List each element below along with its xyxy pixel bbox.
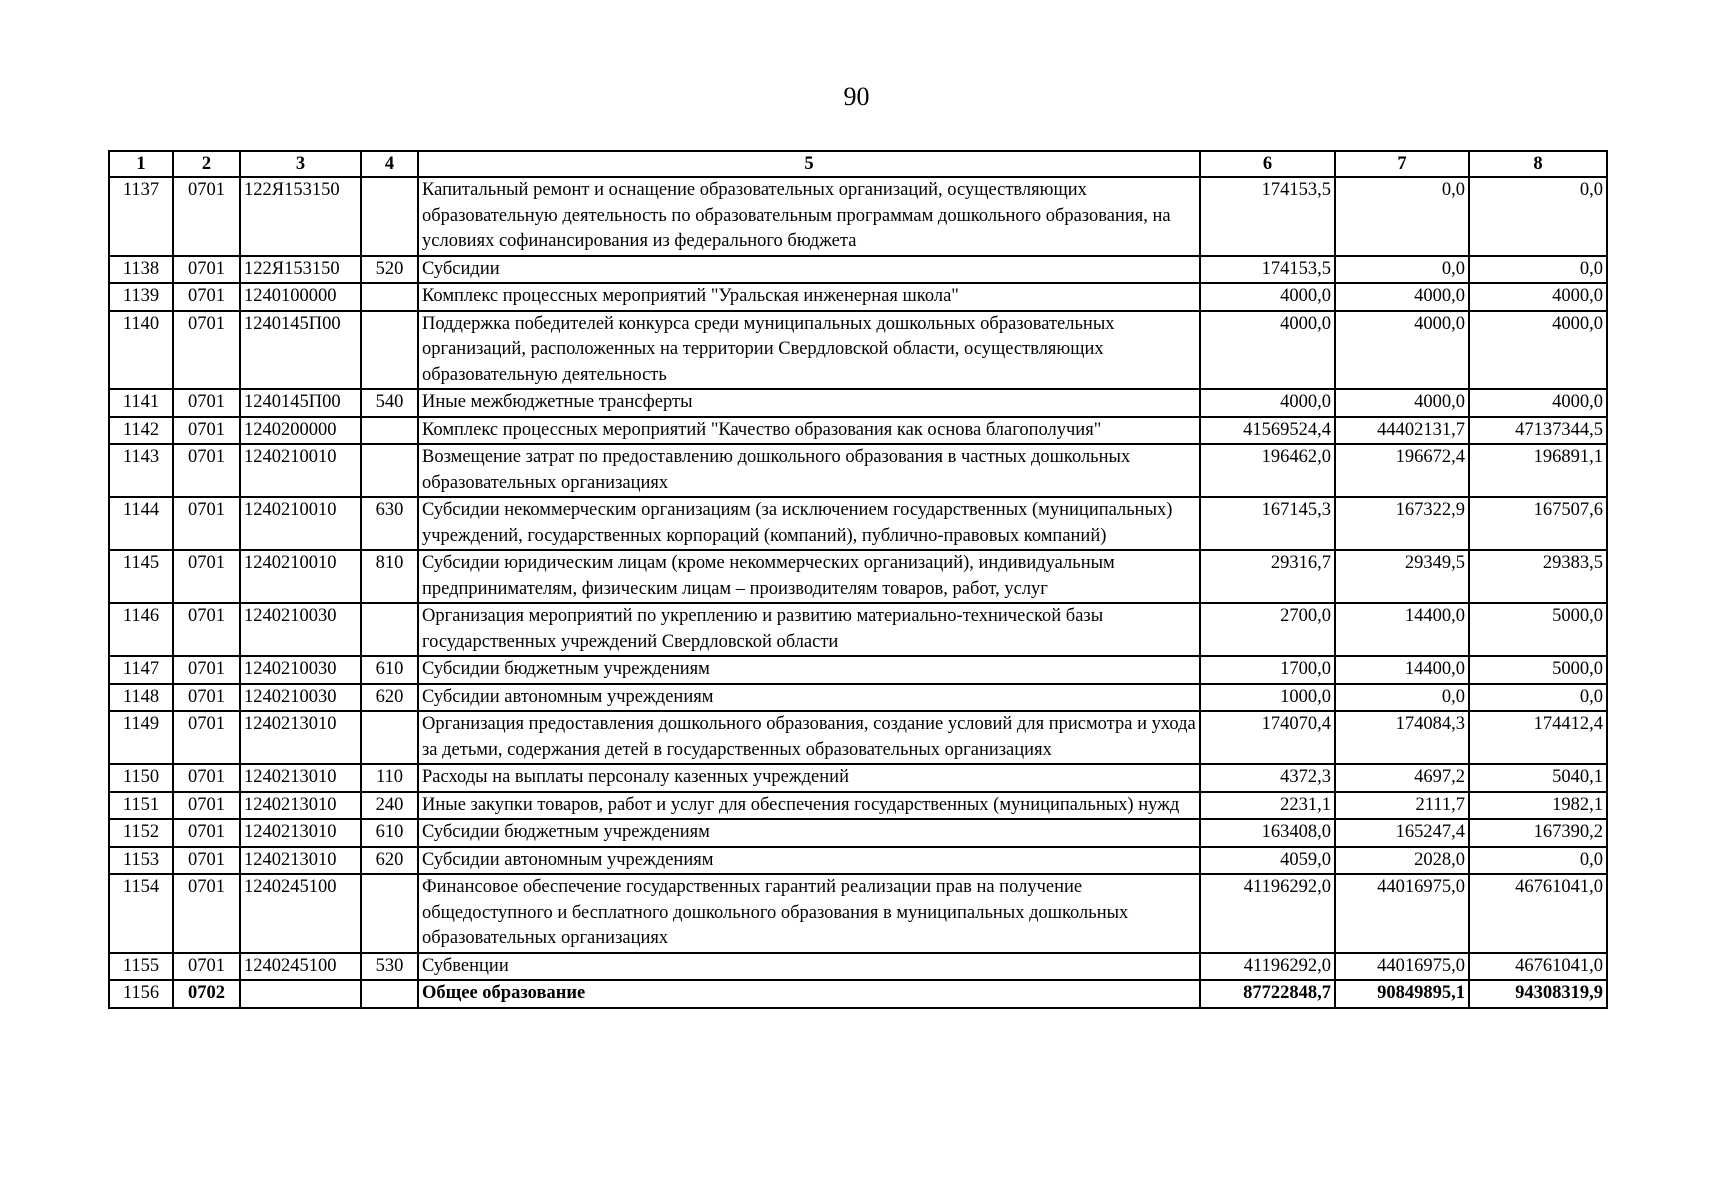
section-code-cell: 0701 [173, 389, 240, 417]
amount-col6-cell: 41569524,4 [1200, 417, 1335, 445]
table-row [109, 256, 1607, 284]
row-number-cell: 1155 [109, 953, 173, 981]
column-header: 2 [173, 151, 240, 177]
item-name-cell: Поддержка победителей конкурса среди муниципальных дошкольных образовательных организаций, расположенных на территории Свердловской области, осуществляющих образовательную деятельность [418, 311, 1200, 390]
section-code-cell: 0701 [173, 684, 240, 712]
amount-col8-cell: 196891,1 [1469, 444, 1607, 497]
amount-col7-cell: 4000,0 [1335, 389, 1469, 417]
amount-col7-cell: 167322,9 [1335, 497, 1469, 550]
target-code-cell: 1240210010 [240, 497, 361, 550]
target-code-cell: 1240245100 [240, 953, 361, 981]
item-name-cell: Субвенции [418, 953, 1200, 981]
item-name-cell: Организация мероприятий по укреплению и развитию материально-технической базы государственных учреждений Свердловской области [418, 603, 1200, 656]
amount-col6-cell: 4000,0 [1200, 389, 1335, 417]
target-code-cell: 1240145П00 [240, 389, 361, 417]
amount-col6-cell: 4000,0 [1200, 311, 1335, 390]
amount-col8-cell: 174412,4 [1469, 711, 1607, 764]
table-header-row [109, 151, 1607, 177]
column-header: 3 [240, 151, 361, 177]
section-code-cell: 0701 [173, 444, 240, 497]
expense-type-cell: 620 [361, 684, 418, 712]
table-row [109, 177, 1607, 256]
section-code-cell: 0701 [173, 656, 240, 684]
target-code-cell [240, 980, 361, 1008]
table-row [109, 953, 1607, 981]
row-number-cell: 1149 [109, 711, 173, 764]
item-name-cell: Комплекс процессных мероприятий "Качество образования как основа благополучия" [418, 417, 1200, 445]
amount-col8-cell: 29383,5 [1469, 550, 1607, 603]
expense-type-cell [361, 283, 418, 311]
target-code-cell: 1240213010 [240, 764, 361, 792]
column-header: 7 [1335, 151, 1469, 177]
expense-type-cell [361, 177, 418, 256]
row-number-cell: 1137 [109, 177, 173, 256]
amount-col6-cell: 1700,0 [1200, 656, 1335, 684]
amount-col8-cell: 167390,2 [1469, 819, 1607, 847]
column-header: 4 [361, 151, 418, 177]
amount-col6-cell: 1000,0 [1200, 684, 1335, 712]
table-row [109, 444, 1607, 497]
section-code-cell: 0701 [173, 764, 240, 792]
section-code-cell: 0701 [173, 847, 240, 875]
row-number-cell: 1152 [109, 819, 173, 847]
amount-col8-cell: 0,0 [1469, 684, 1607, 712]
table-row [109, 389, 1607, 417]
target-code-cell: 1240210030 [240, 656, 361, 684]
amount-col6-cell: 4059,0 [1200, 847, 1335, 875]
row-number-cell: 1143 [109, 444, 173, 497]
expense-type-cell [361, 311, 418, 390]
amount-col7-cell: 90849895,1 [1335, 980, 1469, 1008]
table-row [109, 550, 1607, 603]
amount-col8-cell: 94308319,9 [1469, 980, 1607, 1008]
amount-col8-cell: 5000,0 [1469, 656, 1607, 684]
item-name-cell: Комплекс процессных мероприятий "Уральская инженерная школа" [418, 283, 1200, 311]
page-number: 90 [843, 82, 870, 111]
target-code-cell: 1240213010 [240, 847, 361, 875]
amount-col7-cell: 0,0 [1335, 256, 1469, 284]
amount-col8-cell: 4000,0 [1469, 389, 1607, 417]
expense-type-cell [361, 603, 418, 656]
amount-col6-cell: 4000,0 [1200, 283, 1335, 311]
table-row [109, 603, 1607, 656]
expense-type-cell [361, 980, 418, 1008]
item-name-cell: Субсидии юридическим лицам (кроме некоммерческих организаций), индивидуальным предпринимателям, физическим лицам – производителям товаров, работ, услуг [418, 550, 1200, 603]
amount-col8-cell: 0,0 [1469, 847, 1607, 875]
amount-col7-cell: 29349,5 [1335, 550, 1469, 603]
expense-type-cell: 630 [361, 497, 418, 550]
amount-col6-cell: 4372,3 [1200, 764, 1335, 792]
column-header: 5 [418, 151, 1200, 177]
target-code-cell: 1240213010 [240, 711, 361, 764]
amount-col6-cell: 167145,3 [1200, 497, 1335, 550]
amount-col7-cell: 44016975,0 [1335, 953, 1469, 981]
table-row [109, 497, 1607, 550]
amount-col8-cell: 4000,0 [1469, 311, 1607, 390]
target-code-cell: 1240100000 [240, 283, 361, 311]
column-header: 1 [109, 151, 173, 177]
target-code-cell: 1240245100 [240, 874, 361, 953]
table-row [109, 684, 1607, 712]
item-name-cell: Иные межбюджетные трансферты [418, 389, 1200, 417]
table-body [109, 177, 1607, 1008]
row-number-cell: 1146 [109, 603, 173, 656]
row-number-cell: 1141 [109, 389, 173, 417]
expense-type-cell: 620 [361, 847, 418, 875]
amount-col6-cell: 87722848,7 [1200, 980, 1335, 1008]
row-number-cell: 1148 [109, 684, 173, 712]
amount-col7-cell: 165247,4 [1335, 819, 1469, 847]
row-number-cell: 1153 [109, 847, 173, 875]
row-number-cell: 1154 [109, 874, 173, 953]
target-code-cell: 1240213010 [240, 819, 361, 847]
amount-col8-cell: 4000,0 [1469, 283, 1607, 311]
section-code-cell: 0701 [173, 177, 240, 256]
expense-type-cell: 520 [361, 256, 418, 284]
expense-type-cell: 110 [361, 764, 418, 792]
section-code-cell: 0702 [173, 980, 240, 1008]
amount-col7-cell: 0,0 [1335, 177, 1469, 256]
expense-type-cell [361, 711, 418, 764]
amount-col6-cell: 29316,7 [1200, 550, 1335, 603]
section-code-cell: 0701 [173, 953, 240, 981]
table-row [109, 417, 1607, 445]
column-header: 8 [1469, 151, 1607, 177]
amount-col8-cell: 0,0 [1469, 177, 1607, 256]
amount-col7-cell: 4000,0 [1335, 311, 1469, 390]
item-name-cell: Субсидии автономным учреждениям [418, 684, 1200, 712]
table-row [109, 764, 1607, 792]
amount-col6-cell: 2231,1 [1200, 792, 1335, 820]
section-code-cell: 0701 [173, 256, 240, 284]
table-row [109, 656, 1607, 684]
target-code-cell: 1240145П00 [240, 311, 361, 390]
target-code-cell: 1240210010 [240, 444, 361, 497]
item-name-cell: Субсидии некоммерческим организациям (за исключением государственных (муниципальных) учреждений, государственных корпораций (компаний), публично-правовых компаний) [418, 497, 1200, 550]
row-number-cell: 1142 [109, 417, 173, 445]
item-name-cell: Субсидии автономным учреждениям [418, 847, 1200, 875]
amount-col7-cell: 4000,0 [1335, 283, 1469, 311]
item-name-cell: Общее образование [418, 980, 1200, 1008]
budget-table [108, 150, 1608, 1009]
section-code-cell: 0701 [173, 792, 240, 820]
amount-col8-cell: 47137344,5 [1469, 417, 1607, 445]
table-row [109, 311, 1607, 390]
amount-col7-cell: 2028,0 [1335, 847, 1469, 875]
amount-col8-cell: 46761041,0 [1469, 953, 1607, 981]
amount-col7-cell: 44402131,7 [1335, 417, 1469, 445]
section-code-cell: 0701 [173, 603, 240, 656]
item-name-cell: Организация предоставления дошкольного образования, создание условий для присмотра и ухода за детьми, содержания детей в государственных образовательных организациях [418, 711, 1200, 764]
item-name-cell: Субсидии [418, 256, 1200, 284]
section-code-cell: 0701 [173, 819, 240, 847]
item-name-cell: Финансовое обеспечение государственных гарантий реализации прав на получение общедоступного и бесплатного дошкольного образования в муниципальных дошкольных образовательных организациях [418, 874, 1200, 953]
expense-type-cell: 240 [361, 792, 418, 820]
amount-col8-cell: 5040,1 [1469, 764, 1607, 792]
amount-col7-cell: 14400,0 [1335, 656, 1469, 684]
target-code-cell: 1240210010 [240, 550, 361, 603]
table-row [109, 283, 1607, 311]
section-code-cell: 0701 [173, 283, 240, 311]
expense-type-cell: 530 [361, 953, 418, 981]
row-number-cell: 1147 [109, 656, 173, 684]
column-header: 6 [1200, 151, 1335, 177]
amount-col7-cell: 44016975,0 [1335, 874, 1469, 953]
section-code-cell: 0701 [173, 711, 240, 764]
expense-type-cell [361, 874, 418, 953]
amount-col8-cell: 0,0 [1469, 256, 1607, 284]
target-code-cell: 122Я153150 [240, 256, 361, 284]
amount-col6-cell: 174070,4 [1200, 711, 1335, 764]
item-name-cell: Субсидии бюджетным учреждениям [418, 819, 1200, 847]
expense-type-cell: 610 [361, 819, 418, 847]
amount-col6-cell: 174153,5 [1200, 177, 1335, 256]
amount-col7-cell: 14400,0 [1335, 603, 1469, 656]
row-number-cell: 1144 [109, 497, 173, 550]
amount-col7-cell: 0,0 [1335, 684, 1469, 712]
item-name-cell: Возмещение затрат по предоставлению дошкольного образования в частных дошкольных образовательных организациях [418, 444, 1200, 497]
section-code-cell: 0701 [173, 417, 240, 445]
row-number-cell: 1139 [109, 283, 173, 311]
row-number-cell: 1145 [109, 550, 173, 603]
amount-col8-cell: 167507,6 [1469, 497, 1607, 550]
item-name-cell: Расходы на выплаты персоналу казенных учреждений [418, 764, 1200, 792]
target-code-cell: 1240210030 [240, 684, 361, 712]
expense-type-cell [361, 417, 418, 445]
row-number-cell: 1138 [109, 256, 173, 284]
item-name-cell: Капитальный ремонт и оснащение образовательных организаций, осуществляющих образовательную деятельность по образовательным программам дошкольного образования, на условиях софинансирования из федерального бюджета [418, 177, 1200, 256]
target-code-cell: 1240210030 [240, 603, 361, 656]
table-row [109, 874, 1607, 953]
target-code-cell: 1240200000 [240, 417, 361, 445]
amount-col6-cell: 41196292,0 [1200, 953, 1335, 981]
item-name-cell: Иные закупки товаров, работ и услуг для обеспечения государственных (муниципальных) нужд [418, 792, 1200, 820]
row-number-cell: 1151 [109, 792, 173, 820]
table-row [109, 792, 1607, 820]
amount-col6-cell: 2700,0 [1200, 603, 1335, 656]
section-code-cell: 0701 [173, 311, 240, 390]
expense-type-cell: 610 [361, 656, 418, 684]
amount-col7-cell: 174084,3 [1335, 711, 1469, 764]
table-row [109, 819, 1607, 847]
amount-col6-cell: 163408,0 [1200, 819, 1335, 847]
row-number-cell: 1140 [109, 311, 173, 390]
amount-col7-cell: 2111,7 [1335, 792, 1469, 820]
table-row [109, 711, 1607, 764]
expense-type-cell [361, 444, 418, 497]
amount-col8-cell: 5000,0 [1469, 603, 1607, 656]
row-number-cell: 1150 [109, 764, 173, 792]
section-code-cell: 0701 [173, 874, 240, 953]
amount-col6-cell: 174153,5 [1200, 256, 1335, 284]
total-row [109, 980, 1607, 1008]
expense-type-cell: 810 [361, 550, 418, 603]
target-code-cell: 1240213010 [240, 792, 361, 820]
amount-col8-cell: 46761041,0 [1469, 874, 1607, 953]
section-code-cell: 0701 [173, 550, 240, 603]
item-name-cell: Субсидии бюджетным учреждениям [418, 656, 1200, 684]
amount-col8-cell: 1982,1 [1469, 792, 1607, 820]
expense-type-cell: 540 [361, 389, 418, 417]
table-row [109, 847, 1607, 875]
section-code-cell: 0701 [173, 497, 240, 550]
target-code-cell: 122Я153150 [240, 177, 361, 256]
amount-col6-cell: 41196292,0 [1200, 874, 1335, 953]
row-number-cell: 1156 [109, 980, 173, 1008]
amount-col7-cell: 4697,2 [1335, 764, 1469, 792]
amount-col7-cell: 196672,4 [1335, 444, 1469, 497]
amount-col6-cell: 196462,0 [1200, 444, 1335, 497]
